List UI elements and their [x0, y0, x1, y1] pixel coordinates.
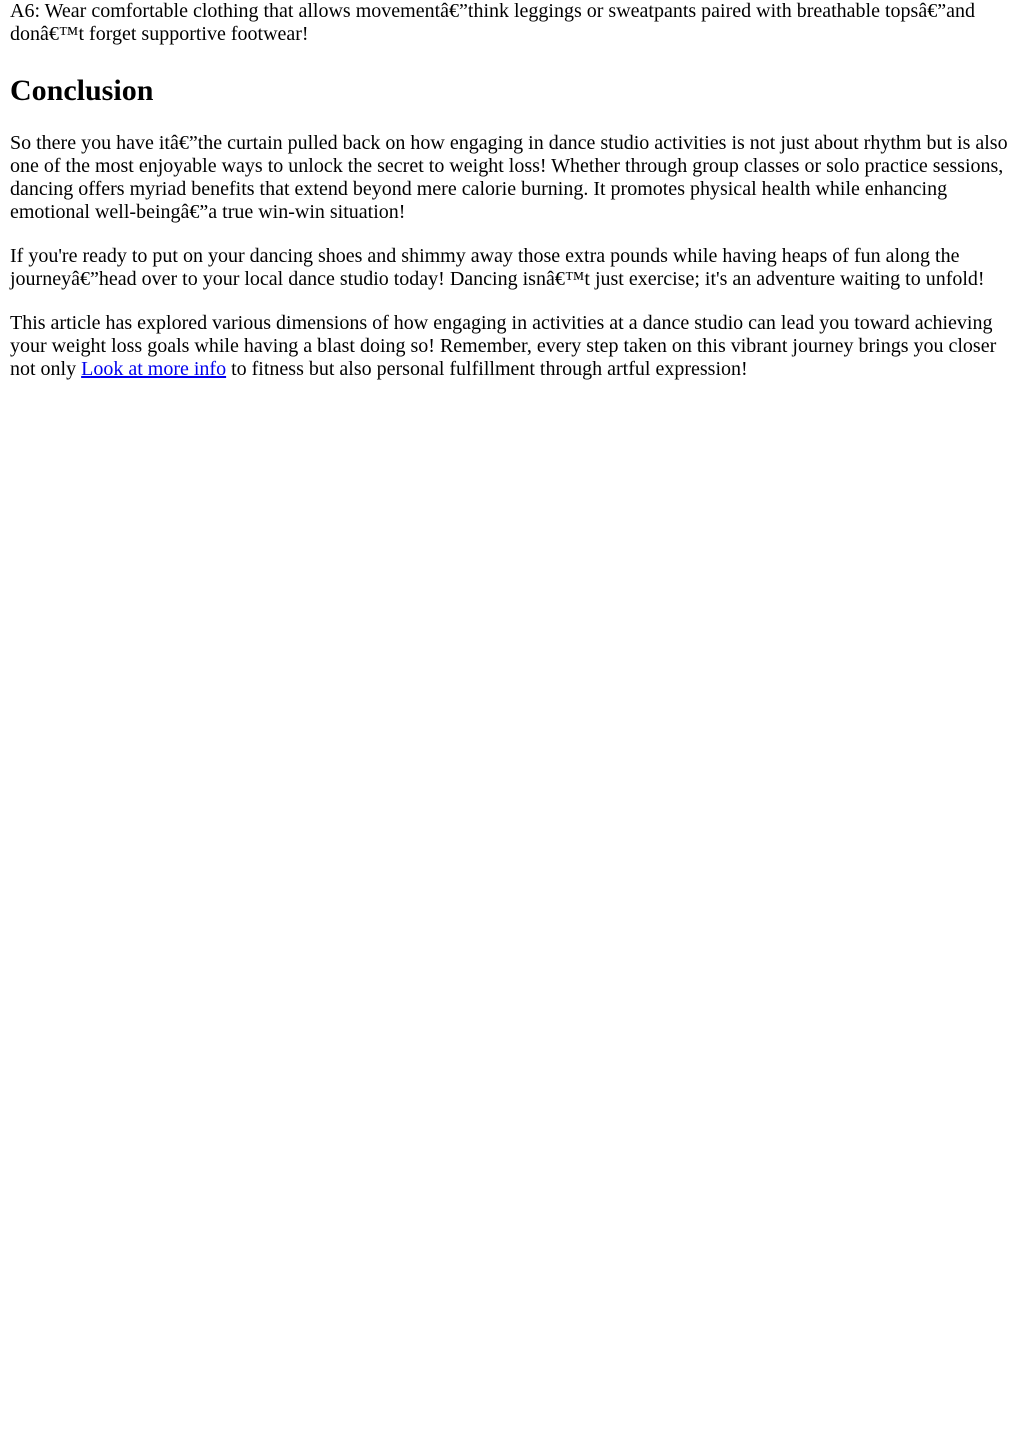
faq-answer-a6: A6: Wear comfortable clothing that allows movementâ€”think leggings or sweatpants paired with breathable topsâ€”and donâ€™t forget supportive footwear!: [10, 0, 975, 45]
paragraph-3-text-after: to fitness but also personal fulfillment through artful expression!: [226, 358, 748, 380]
conclusion-paragraph-3: [10, 312, 1014, 381]
paragraph-3-text-before: This article has explored various dimensions of how engaging in activities at a dance studio can lead you toward achieving your weight loss goals while having a blast doing so! Remember, every step taken on this vibrant journey brings you closer not only: [10, 312, 997, 380]
conclusion-heading: Conclusion: [10, 74, 154, 107]
look-at-more-info-link[interactable]: Look at more info: [81, 358, 227, 380]
conclusion-paragraph-1: So there you have itâ€”the curtain pulled back on how engaging in dance studio activities is not just about rhythm but is also one of the most enjoyable ways to unlock the secret to weight loss! Whether through group classes or solo practice sessions, dancing offers myriad benefits that extend beyond mere calorie burning. It promotes physical health while enhancing emotional well-beingâ€”a true win-win situation!: [10, 132, 1008, 223]
article-body: [0, 0, 1024, 381]
conclusion-paragraph-2: If you're ready to put on your dancing shoes and shimmy away those extra pounds while having heaps of fun along the journeyâ€”head over to your local dance studio today! Dancing isnâ€™t just exercise; it's an adventure waiting to unfold!: [10, 245, 985, 290]
